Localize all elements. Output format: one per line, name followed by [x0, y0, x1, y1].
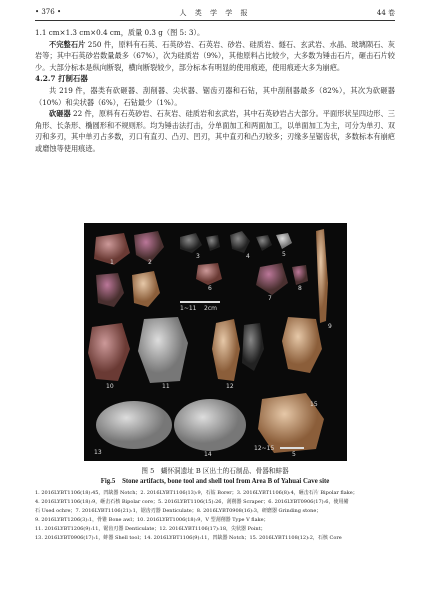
scale-bar-1: [180, 301, 220, 303]
figure-plate: [84, 223, 347, 461]
figure-caption-zh: 图 5 蝴怀洞遗址 B 区出土的石制品、骨器和蚌器: [141, 467, 289, 475]
artifact-12c: [282, 317, 322, 373]
volume-number: 44 卷: [376, 9, 395, 17]
scale-label-2: 12~15: [254, 445, 275, 452]
body-text: [35, 27, 395, 155]
journal-title: 人 类 学 学 报: [179, 9, 251, 17]
artifact-photographs: [84, 223, 347, 461]
artifact-10: [88, 323, 130, 381]
scale-unit-2: 5: [292, 451, 296, 458]
label-14: 14: [204, 451, 212, 458]
artifact-5b: [276, 233, 292, 249]
label-8: 8: [298, 285, 302, 292]
artifact-5: [256, 235, 272, 251]
label-9: 9: [328, 323, 332, 330]
legend-line: 11. 2016LYBT1206(9):11，锯齿刃器 Denticulate；12. 2016LYBT1106(17):18，尖状器 Point；: [35, 526, 266, 532]
artifact-6: [196, 263, 222, 285]
artifact-14: [174, 399, 246, 451]
label-1: 1: [110, 259, 114, 266]
paragraph-retouched-tools: 共 219 件，器类有砍砸器、刮削器、尖状器、锯齿刃器和石钻，其中刮削器最多（82%），其次为砍砸器（10%）和尖状器（6%），石钻最少（1%）。: [35, 85, 395, 107]
legend-line: 13. 2016LYBT0906(17):1，蚌器 Shell tool；14. 2016LYBT1106(9):11，凹缺器 Notch；15. 2016LYBT1108(12):2，石核 Core: [35, 535, 342, 541]
label-6: 6: [208, 285, 212, 292]
artifact-11: [138, 317, 188, 383]
artifact-6b: [96, 273, 124, 307]
legend-line: 4. 2016LYBT1106(18):9，砸击石核 Bipolar core；5. 2016LYBT1106(15):26，刮削器 Scraper；6. 2016LYBT0906(17):6，使用赭: [35, 499, 349, 505]
artifact-8: [292, 265, 308, 285]
scale-bar-2: [280, 447, 304, 449]
label-11: 11: [162, 383, 170, 390]
artifact-12: [212, 319, 240, 381]
label-12: 12: [226, 383, 234, 390]
artifact-3b: [206, 235, 220, 251]
term-incomplete-flake: 不完整石片: [49, 39, 86, 49]
label-5: 5: [282, 251, 286, 258]
artifact-7: [256, 263, 288, 295]
term-chopper: 砍砸器: [49, 109, 71, 119]
label-13: 13: [94, 449, 102, 456]
artifact-12b: [242, 323, 264, 371]
page-number: • 376 •: [35, 8, 62, 16]
label-7: 7: [268, 295, 272, 302]
paragraph-line0: 1.1 cm×1.3 cm×0.4 cm，质量 0.3 g（图 5: 3）。: [35, 28, 205, 37]
artifact-4: [230, 231, 250, 253]
paragraph-choppers: [35, 108, 395, 154]
paragraph-incomplete-flakes: [35, 39, 395, 74]
artifact-13: [96, 401, 172, 449]
label-10: 10: [106, 383, 114, 390]
label-4: 4: [246, 253, 250, 260]
label-15: 15: [310, 401, 318, 408]
artifact-3: [180, 233, 202, 253]
paragraph-text: 22 件，原料有石英砂岩、石灰岩、硅质岩和玄武岩，其中石英砂岩占大部分。平面形状呈四边形、三角形、长条形、椭圆形和不规则形。均为锤击法打击，分单面加工和两面加工，以单面加工为主，可分为单刃、双刃和多刃，其中单刃占多数，刃口有直刃、凸刃、凹刃，其中直刃和凸刃较多；刃缘多呈锯齿状，多数标本有崩疤或磨蚀等使用痕迹。: [35, 109, 395, 153]
label-2: 2: [148, 259, 152, 266]
section-heading: 4.2.7 打制石器: [35, 74, 88, 84]
label-3: 3: [196, 253, 200, 260]
figure-caption-en: Fig.5 Stone artifacts, bone tool and shell tool from Area B of Yahuai Cave site: [100, 478, 330, 485]
running-header: [35, 8, 395, 21]
legend-line: 9. 2016LYBT1206(3):1，骨锥 Bone awl；10. 2016LYBT1006(18):9，V 型刮削器 Type V flake；: [35, 517, 269, 523]
paragraph-text: 250 件，原料有石英、石英砂岩、石英岩、砂岩、硅质岩、燧石、玄武岩、水晶、玻璃陨石、灰岩等；其中石英砂岩数量最多（67%），次为硅质岩（9%），其他原料占比较少，大多数为锤击石片，砸击石片较少。大部分标本是纵向断裂，横向断裂较少，部分标本有明显的使用痕迹，使用痕迹大多为崩疤。: [35, 39, 395, 72]
scale-unit-1: 2cm: [204, 305, 217, 312]
legend-line: 石 Used ochre；7. 2016LYBT1106(21):1，锯齿刃器 Denticulate；8. 2016LYBT0908(16):3，研磨器 Grinding stone；: [35, 508, 322, 514]
legend-line: 1. 2016LYBT1106(18):45，凹缺器 Notch；2. 2016LYBT1106(13):9，石钻 Borer；3. 2016LYBT1106(8):4，砸击石片 Bipolar flake；: [35, 490, 358, 496]
scale-label-1: 1~11: [180, 305, 197, 312]
figure-legend: [35, 489, 395, 543]
artifact-9: [316, 229, 328, 323]
artifact-6c: [132, 271, 160, 307]
